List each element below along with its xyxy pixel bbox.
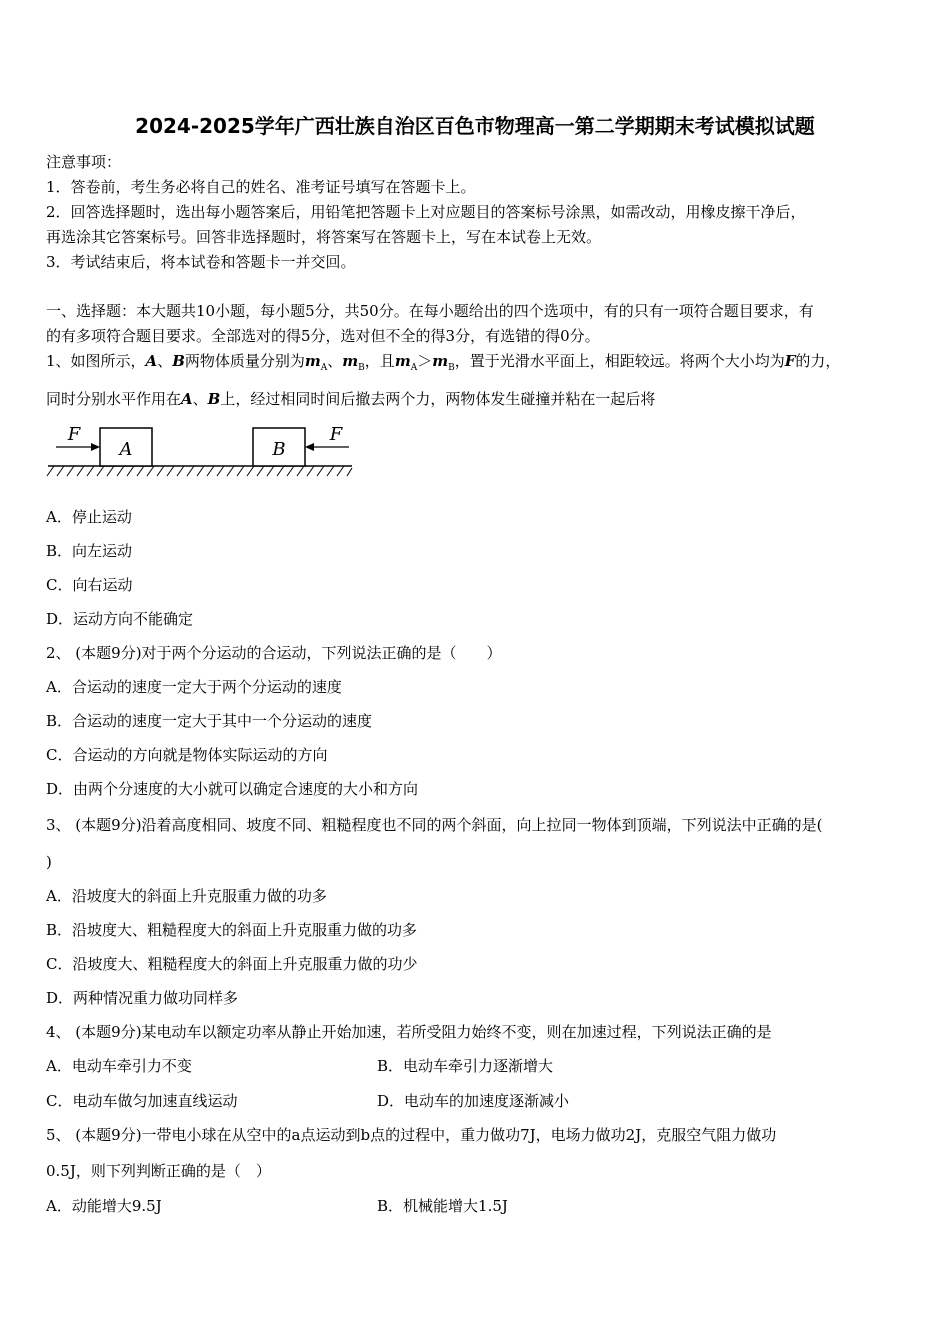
- q1-greater-than: ＞: [417, 352, 433, 370]
- q1-mass-a: m: [394, 352, 411, 370]
- q1-var-a: A: [145, 352, 158, 370]
- q3-stem-line1: 3、 (本题9分)沿着高度相同、坡度不同、粗糙程度也不同的两个斜面，向上拉同一物体到顶端，下列说法中正确的是(: [46, 816, 823, 834]
- force-right-label: F: [329, 424, 343, 445]
- section-instructions-2: 的有多项符合题目要求。全部选对的得5分，选对但不全的得3分，有选错的得0分。: [46, 327, 600, 345]
- force-left-label: F: [67, 424, 81, 445]
- notice-item-2: 2．回答选择题时，选出每小题答案后，用铅笔把答题卡上对应题目的答案标号涂黑，如需改动，用橡皮擦干净后，: [46, 203, 806, 221]
- ground-hatching: [47, 466, 352, 476]
- q1-sub-a: A: [410, 363, 418, 373]
- page-title: 2024-2025学年广西壮族自治区百色市物理高一第二学期期末考试模拟试题: [135, 114, 815, 138]
- q3-option-d: D．两种情况重力做功同样多: [46, 989, 239, 1007]
- q1-var-b: B: [207, 390, 221, 408]
- q1-figure: [44, 420, 356, 482]
- q1-stem-line2: [46, 389, 655, 409]
- force-arrowhead-left: [91, 443, 100, 451]
- q1-separator: 、: [327, 352, 343, 370]
- q3-option-a: A．沿坡度大的斜面上升克服重力做的功多: [46, 887, 327, 905]
- q4-option-a: A．电动车牵引力不变: [46, 1057, 192, 1075]
- q1-separator: 、: [192, 390, 208, 408]
- box-a-label: A: [119, 439, 133, 460]
- q4-option-c: C．电动车做匀加速直线运动: [46, 1092, 238, 1110]
- q2-option-a: A．合运动的速度一定大于两个分运动的速度: [46, 678, 342, 696]
- q4-option-d: D．电动车的加速度逐渐减小: [377, 1092, 570, 1110]
- q1-text: 同时分别水平作用在: [46, 390, 182, 408]
- q1-sub-a: A: [320, 363, 328, 373]
- q5-option-a: A．动能增大9.5J: [46, 1197, 162, 1215]
- q5-option-b: B．机械能增大1.5J: [377, 1197, 508, 1215]
- q1-text: 1、如图所示，: [46, 352, 146, 370]
- box-b-label: B: [272, 439, 286, 460]
- q1-mass-b: m: [432, 352, 449, 370]
- notice-heading: 注意事项：: [46, 153, 122, 171]
- q1-sub-b: B: [448, 363, 455, 373]
- q1-stem-line1: [46, 351, 840, 378]
- q5-stem-line2: 0.5J，则下列判断正确的是（ ）: [46, 1162, 271, 1180]
- q3-stem-line2: ): [46, 853, 52, 871]
- q4-stem: 4、 (本题9分)某电动车以额定功率从静止开始加速，若所受阻力始终不变，则在加速过程，下列说法正确的是: [46, 1023, 772, 1041]
- q1-option-c: C．向右运动: [46, 576, 133, 594]
- q5-stem-line1: 5、 (本题9分)一带电小球在从空中的a点运动到b点的过程中，重力做功7J，电场力做功2J，克服空气阻力做功: [46, 1126, 777, 1144]
- q2-option-d: D．由两个分速度的大小就可以确定合速度的大小和方向: [46, 780, 419, 798]
- q1-option-b: B．向左运动: [46, 542, 133, 560]
- force-arrowhead-right: [305, 443, 314, 451]
- q1-text: ，且: [364, 352, 395, 370]
- q1-separator: 、: [157, 352, 173, 370]
- q4-option-b: B．电动车牵引力逐渐增大: [377, 1057, 554, 1075]
- q1-var-a: A: [181, 390, 193, 408]
- q1-option-a: A．停止运动: [46, 508, 132, 526]
- notice-item-2-cont: 再选涂其它答案标号。回答非选择题时，将答案写在答题卡上，写在本试卷上无效。: [46, 228, 602, 246]
- notice-item-3: 3．考试结束后，将本试卷和答题卡一并交回。: [46, 253, 356, 271]
- notice-item-1: 1．答卷前，考生务必将自己的姓名、准考证号填写在答题卡上。: [46, 178, 476, 196]
- q1-text: ，置于光滑水平面上，相距较远。将两个大小均为: [454, 352, 785, 370]
- q2-stem: 2、 (本题9分)对于两个分运动的合运动，下列说法正确的是（ ）: [46, 644, 502, 662]
- q3-option-c: C．沿坡度大、粗糙程度大的斜面上升克服重力做的功少: [46, 955, 418, 973]
- q1-mass-b: m: [342, 352, 359, 370]
- q1-text: 两物体质量分别为: [184, 352, 305, 370]
- q2-option-b: B．合运动的速度一定大于其中一个分运动的速度: [46, 712, 373, 730]
- q1-mass-a: m: [304, 352, 321, 370]
- q1-text: 上，经过相同时间后撤去两个力，两物体发生碰撞并粘在一起后将: [220, 390, 656, 408]
- q1-force: F: [784, 352, 796, 370]
- q1-option-d: D．运动方向不能确定: [46, 610, 194, 628]
- q1-text: 的力，: [795, 352, 841, 370]
- section-instructions-1: 一、选择题：本大题共10小题，每小题5分，共50分。在每小题给出的四个选项中，有的只有一项符合题目要求，有: [46, 302, 814, 320]
- q2-option-c: C．合运动的方向就是物体实际运动的方向: [46, 746, 328, 764]
- q1-var-b: B: [172, 352, 185, 370]
- q3-option-b: B．沿坡度大、粗糙程度大的斜面上升克服重力做的功多: [46, 921, 418, 939]
- q1-sub-b: B: [358, 363, 365, 373]
